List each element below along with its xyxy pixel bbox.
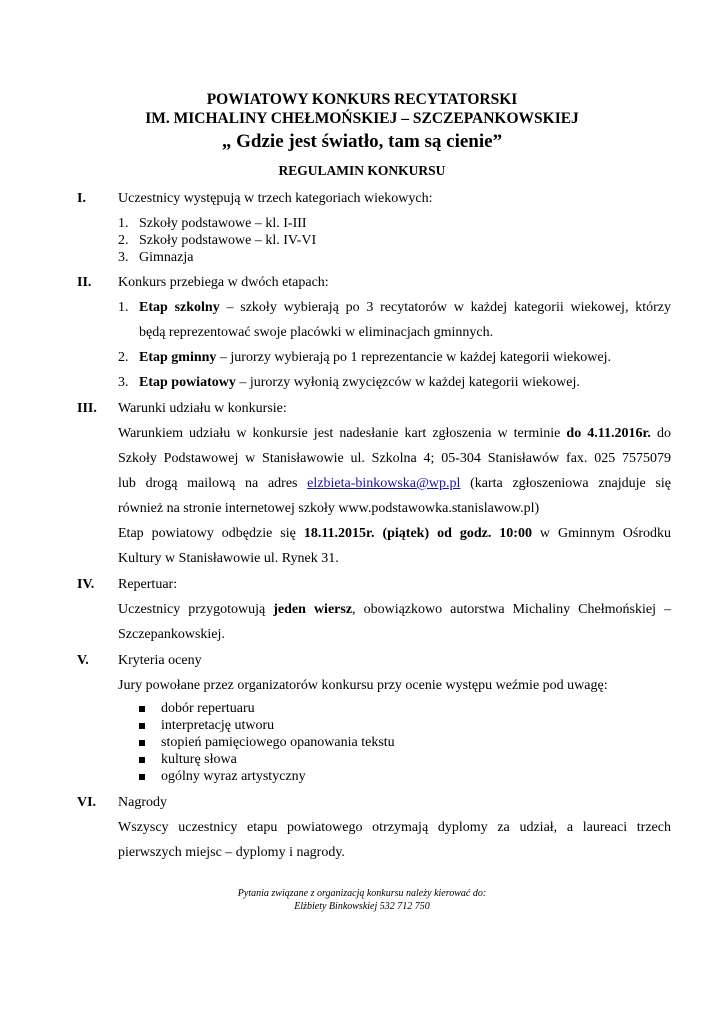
section-1-number: I. — [77, 191, 86, 206]
list-item-number: 2. — [118, 233, 129, 248]
criteria-item: interpretację utworu — [161, 718, 275, 733]
text-span: Etap powiatowy odbędzie się — [118, 526, 304, 541]
county-stage-date: 18.11.2015r. (piątek) od godz. 10:00 — [303, 526, 532, 541]
list-item: Szkoły podstawowe – kl. I-III — [139, 216, 307, 231]
contest-motto: „ Gdzie jest światło, tam są cienie” — [221, 131, 503, 152]
stage-county-text: – jurorzy wyłonią zwycięzców w każdej kategorii wiekowej. — [235, 375, 580, 390]
list-item-number: 1. — [118, 300, 129, 315]
repertoire-line-continued: Szczepankowskiej. — [118, 627, 225, 642]
contest-title: POWIATOWY KONKURS RECYTATORSKI — [206, 91, 518, 108]
bullet-icon — [139, 723, 145, 729]
email-link[interactable]: elzbieta-binkowska@wp.pl — [307, 476, 461, 491]
text-span: Warunkiem udziału w konkursie jest nadesłanie kart zgłoszenia w terminie — [118, 426, 567, 441]
school-address-line: Szkoły Podstawowej w Stanisławowie ul. Szkolna 4; 05-304 Stanisławów fax. 025 7575079 — [118, 451, 671, 466]
text-span: Uczestnicy przygotowują — [118, 602, 274, 617]
section-6-number: VI. — [77, 795, 97, 810]
footer-contact-person: Elżbiety Binkowskiej 532 712 750 — [294, 901, 430, 912]
section-2-intro: Konkurs przebiega w dwóch etapach: — [118, 275, 329, 290]
stage-school-text: – szkoły wybierają po 3 recytatorów w każdej kategorii wiekowej, którzy — [219, 300, 671, 315]
stage-school-continued: będą reprezentować swoje placówki w eliminacjach gminnych. — [139, 325, 494, 340]
venue-line: Kultury w Stanisławowie ul. Rynek 31. — [118, 551, 339, 566]
text-span: lub drogą mailową na adres — [118, 476, 308, 491]
stage-municipal-text: – jurorzy wybierają po 1 reprezentancie w każdej kategorii wiekowej. — [216, 350, 611, 365]
stage-school-label: Etap szkolny — [139, 300, 220, 315]
section-2-number: II. — [77, 275, 92, 290]
list-item: Gimnazja — [139, 250, 194, 265]
deadline-date: do 4.11.2016r. — [566, 426, 651, 441]
list-item-number: 3. — [118, 250, 129, 265]
repertoire-line — [118, 602, 671, 618]
criteria-item: ogólny wyraz artystyczny — [161, 769, 306, 784]
list-item-number: 3. — [118, 375, 129, 390]
criteria-item: dobór repertuaru — [161, 701, 255, 716]
stage-municipal — [139, 350, 611, 366]
regulations-heading: REGULAMIN KONKURSU — [278, 163, 446, 178]
stage-county — [139, 375, 580, 391]
bullet-icon — [139, 706, 145, 712]
criteria-item: stopień pamięciowego opanowania tekstu — [161, 735, 395, 750]
stage-municipal-label: Etap gminny — [139, 350, 217, 365]
footer-contact-intro: Pytania związane z organizacją konkursu należy kierować do: — [237, 888, 487, 899]
text-span: w Gminnym Ośrodku — [531, 526, 671, 541]
text-span: do — [650, 426, 672, 441]
section-1-intro: Uczestnicy występują w trzech kategoriach wiekowych: — [118, 191, 433, 206]
list-item: Szkoły podstawowe – kl. IV-VI — [139, 233, 317, 248]
bullet-icon — [139, 757, 145, 763]
section-5-number: V. — [77, 653, 89, 668]
deadline-paragraph-line — [118, 426, 671, 442]
criteria-item: kulturę słowa — [161, 752, 237, 767]
list-item-number: 1. — [118, 216, 129, 231]
stage-county-label: Etap powiatowy — [139, 375, 236, 390]
contest-patron: IM. MICHALINY CHEŁMOŃSKIEJ – SZCZEPANKOWSKIEJ — [145, 110, 579, 127]
website-line: również na stronie internetowej szkoły www.podstawowka.stanislawow.pl) — [118, 501, 540, 516]
section-3-intro: Warunki udziału w konkursie: — [118, 401, 287, 416]
email-line — [118, 476, 671, 492]
list-item-number: 2. — [118, 350, 129, 365]
county-stage-date-line — [118, 526, 671, 542]
awards-line-continued: pierwszych miejsc – dyplomy i nagrody. — [118, 845, 345, 860]
section-6-intro: Nagrody — [118, 795, 167, 810]
section-4-number: IV. — [77, 577, 95, 592]
jury-criteria-line: Jury powołane przez organizatorów konkursu przy ocenie występu weźmie pod uwagę: — [118, 678, 608, 693]
text-span: , obowiązkowo autorstwa Michaliny Chełmońskiej – — [352, 602, 671, 617]
bullet-icon — [139, 740, 145, 746]
bullet-icon — [139, 774, 145, 780]
awards-line: Wszyscy uczestnicy etapu powiatowego otrzymają dyplomy za udział, a laureaci trzech — [118, 820, 671, 835]
section-4-intro: Repertuar: — [118, 577, 178, 592]
stage-school — [139, 300, 671, 316]
text-span: (karta zgłoszeniowa znajduje się — [460, 476, 671, 491]
one-poem: jeden wiersz — [273, 602, 353, 617]
section-5-intro: Kryteria oceny — [118, 653, 202, 668]
section-3-number: III. — [77, 401, 97, 416]
